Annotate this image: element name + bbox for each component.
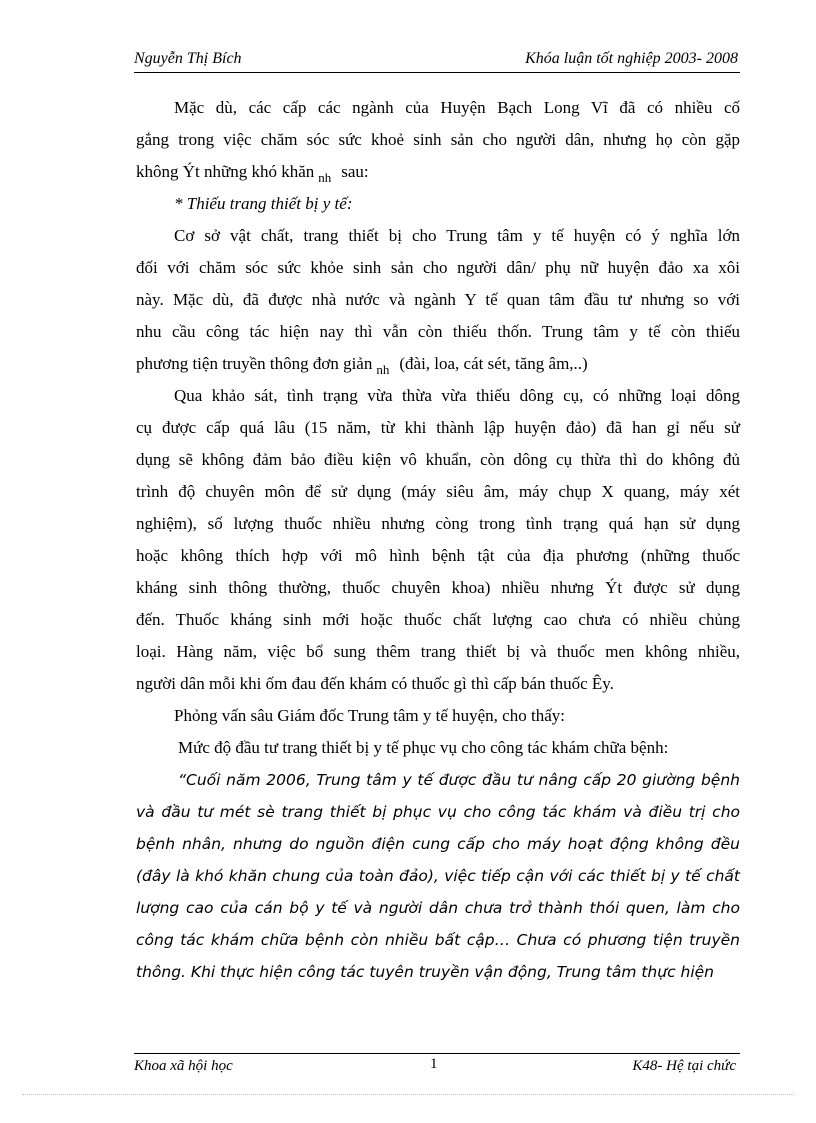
quote-line: bệnh nhân, nhưng do nguồn điện cung cấp cho máy hoạt động không đều [136,835,740,853]
page-number: 1 [430,1056,438,1072]
paragraph-3-line: trình độ chuyên môn để sử dụng (máy siêu âm, máy chụp X quang, máy xét [136,482,740,501]
paragraph-2-line: Cơ sở vật chất, trang thiết bị cho Trung tâm y tế huyện có ý nghĩa lớn [174,226,740,245]
quote-line: công tác khám chữa bệnh còn nhiều bất cập… Chưa có phương tiện truyền [136,931,740,949]
quote-line: thông. Khi thực hiện công tác tuyên truyền vận động, Trung tâm thực hiện [136,963,715,981]
paragraph-2-line: nhu cầu công tác hiện nay thì vẫn còn thiếu thốn. Trung tâm y tế còn thiếu [136,322,740,341]
footer-faculty: Khoa xã hội học [134,1058,233,1074]
paragraph-2-line [136,348,740,380]
paragraph-2-text: (đài, loa, cát sét, tăng âm,..) [399,354,588,373]
quote-line: và đầu tư mét sè trang thiết bị phục vụ cho công tác khám và điều trị cho [136,803,740,821]
paragraph-3-line: hoặc không thích hợp với mô hình bệnh tật của địa phương (những thuốc [136,546,740,565]
document-body [136,92,740,988]
quote-line: lượng cao của cán bộ y tế và người dân chưa trở thành thói quen, làm cho [136,899,740,917]
paragraph-3-line: nghiệm), số lượng thuốc nhiều nhưng còng trong tình trạng quá hạn sử dụng [136,514,740,533]
paragraph-3-line: kháng sinh thông thường, thuốc chuyên khoa) nhiều nhưng Ýt được sử dụng [136,578,740,597]
paragraph-1-line [136,156,740,188]
header-author: Nguyễn Thị Bích [134,50,242,67]
page-header [134,48,740,73]
page-boundary-divider [22,1094,794,1095]
paragraph-3-line: loại. Hàng năm, việc bổ sung thêm trang thiết bị và thuốc men không nhiều, [136,642,740,661]
footer-class: K48- Hệ tại chức [632,1058,736,1074]
paragraph-1-line: Mặc dù, các cấp các ngành của Huyện Bạch Long Vĩ đã có nhiều cố [174,98,740,117]
paragraph-3-line: người dân mỗi khi ốm đau đến khám có thuốc gì thì cấp bán thuốc Êy. [136,674,614,693]
paragraph-2-text: phương tiện truyền thông đơn giản [136,354,373,373]
subscript-fragment: nh [318,170,332,185]
paragraph-3-line: dụng sẽ không đảm bảo điều kiện vô khuẩn, còn dông cụ thừa thì do không đủ [136,450,740,469]
paragraph-2-line: đối với chăm sóc sức khỏe sinh sản cho người dân/ phụ nữ huyện đảo xa xôi [136,258,740,277]
quote-line: “Cuối năm 2006, Trung tâm y tế được đầu tư nâng cấp 20 giường bệnh [178,771,740,789]
paragraph-4: Phỏng vấn sâu Giám đốc Trung tâm y tế huyện, cho thấy: [174,706,565,725]
page-footer [134,1053,740,1078]
header-title: Khóa luận tốt nghiệp 2003- 2008 [525,50,738,67]
paragraph-1-line: gắng trong việc chăm sóc sức khoẻ sinh sản cho người dân, nhưng họ còn gặp [136,130,740,149]
paragraph-2-line: này. Mặc dù, đã được nhà nước và ngành Y tế quan tâm đầu tư nhưng so với [136,290,740,309]
paragraph-3-line: Qua khảo sát, tình trạng vừa thừa vừa thiếu dông cụ, có những loại dông [174,386,740,405]
paragraph-1-text: sau: [341,162,369,181]
paragraph-5: Mức độ đầu tư trang thiết bị y tế phục vụ cho công tác khám chữa bệnh: [178,738,669,757]
section-heading: * Thiếu trang thiết bị y tế: [174,194,353,213]
quote-line: (đây là khó khăn chung của toàn đảo), việc tiếp cận với các thiết bị y tế chất [136,867,740,885]
paragraph-1-text: không Ýt những khó khăn [136,162,315,181]
paragraph-3-line: đến. Thuốc kháng sinh mới hoặc thuốc chất lượng cao chưa có nhiều chủng [136,610,740,629]
subscript-fragment: nh [376,362,390,377]
paragraph-3-line: cụ được cấp quá lâu (15 năm, từ khi thành lập huyện đảo) đã han gỉ nếu sử [136,418,740,437]
